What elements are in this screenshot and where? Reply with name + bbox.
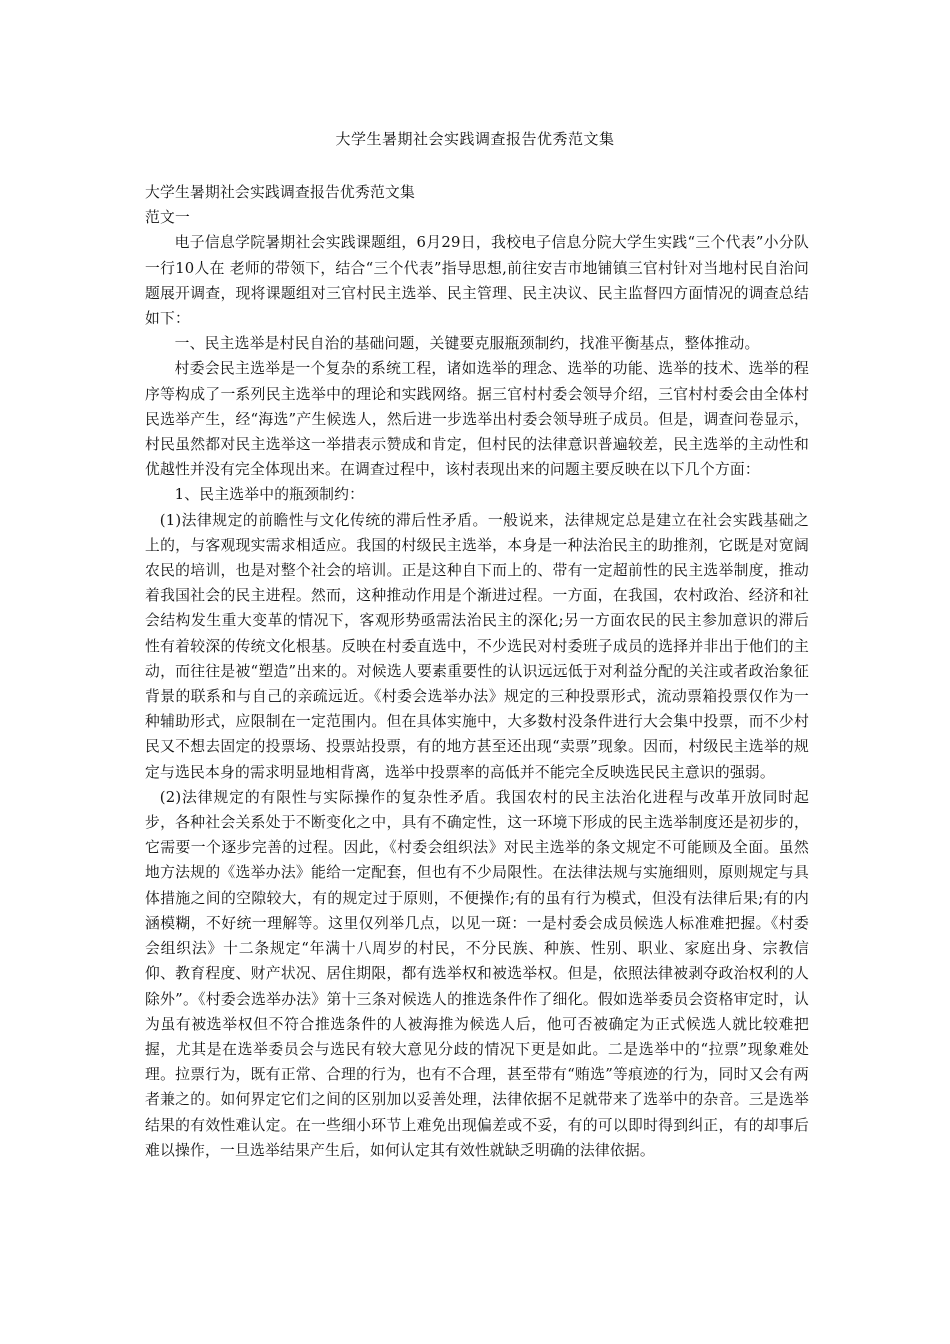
paragraph-subheading-1: 1、民主选举中的瓶颈制约： bbox=[174, 486, 365, 504]
document-title: 大学生暑期社会实践调查报告优秀范文集 bbox=[335, 130, 615, 148]
paragraph-election-overview: 村委会民主选举是一个复杂的系统工程，诸如选举的理念、选举的功能、选举的技术、选举的程序等构成了一系列民主选举中的理论和实践网络。据三官村村委会领导介绍，三官村村委会由全体村民选举产生，经“海选”产生候选人，然后进一步选举出村委会领导班子成员。但是，调查问卷显示，村民虽然都对民主选举这一举措表示赞成和肯定，但村民的法律意识普遍较差，民主选举的主动性和优越性并没有完全体现出来。在调查过程中，该村表现出来的问题主要反映在以下几个方面： bbox=[145, 360, 809, 479]
document-subtitle: 大学生暑期社会实践调查报告优秀范文集 bbox=[145, 184, 415, 201]
paragraph-point-2: (2)法律规定的有限性与实际操作的复杂性矛盾。我国农村的民主法治化进程与改革开放同时起步，各种社会关系处于不断变化之中，具有不确定性，这一环境下形成的民主选举制度还是初步的，它需要一个逐步完善的过程。因此，《村委会组织法》对民主选举的条文规定不可能顾及全面。虽然地方法规的《选举办法》能给一定配套，但也有不少局限性。在法律法规与实施细则，原则规定与具体措施之间的空隙较大，有的规定过于原则，不便操作;有的虽有行为模式，但没有法律后果;有的内涵模糊，不好统一理解等。这里仅列举几点，以见一斑：一是村委会成员候选人标准难把握。《村委会组织法》十二条规定“年满十八周岁的村民，不分民族、种族、性别、职业、家庭出身、宗教信仰、教育程度、财产状况、居住期限，都有选举权和被选举权。但是，依照法律被剥夺政治权利的人除外”。《村委会选举办法》第十三条对候选人的推选条件作了细化。假如选举委员会资格审定时，认为虽有被选举权但不符合推选条件的人被海推为候选人后，他可否被确定为正式候选人就比较难把握，尤其是在选举委员会与选民有较大意见分歧的情况下更是如此。二是选举中的“拉票”现象难处理。拉票行为，既有正常、合理的行为，也有不合理，甚至带有“贿选”等痕迹的行为，同时又会有两者兼之的。如何界定它们之间的区别加以妥善处理，法律依据不足就带来了选举中的杂音。三是选举结果的有效性难认定。在一些细小环节上难免出现偏差或不妥，有的可以即时得到纠正，有的却事后难以操作，一旦选举结果产生后，如何认定其有效性就缺乏明确的法律依据。 bbox=[145, 788, 809, 1159]
section-label: 范文一 bbox=[145, 209, 190, 227]
paragraph-intro: 电子信息学院暑期社会实践课题组，6月29日，我校电子信息分院大学生实践“三个代表”小分队一行10人在 老师的带领下，结合“三个代表”指导思想,前往安吉市地铺镇三官村针对当地村民自治问题展开调查，现将课题组对三官村民主选举、民主管理、民主决议、民主监督四方面情况的调查总结如下： bbox=[145, 234, 809, 328]
paragraph-heading-1: 一、民主选举是村民自治的基础问题，关键要克服瓶颈制约，找准平衡基点，整体推动。 bbox=[174, 335, 760, 353]
paragraph-point-1: (1)法律规定的前瞻性与文化传统的滞后性矛盾。一般说来，法律规定总是建立在社会实践基础之上的，与客观现实需求相适应。我国的村级民主选举，本身是一种法治民主的助推剂，它既是对宽阔农民的培训，也是对整个社会的培训。正是这种自下而上的、带有一定超前性的民主选举制度，推动着我国社会的民主进程。然而，这种推动作用是个渐进过程。一方面，在我国，农村政治、经济和社会结构发生重大变革的情况下，客观形势亟需法治民主的深化;另一方面农民的民主参加意识的滞后性有着较深的传统文化根基。反映在村委直选中，不少选民对村委班子成员的选择并非出于他们的主动，而往往是被“塑造”出来的。对候选人要素重要性的认识远远低于对利益分配的关注或者政治象征背景的联系和与自己的亲疏远近。《村委会选举办法》规定的三种投票形式，流动票箱投票仅作为一种辅助形式，应限制在一定范围内。但在具体实施中，大多数村没条件进行大会集中投票，而不少村民又不想去固定的投票场、投票站投票，有的地方甚至还出现“卖票”现象。因而，村级民主选举的规定与选民本身的需求明显地相背离，选举中投票率的高低并不能完全反映选民民主意识的强弱。 bbox=[145, 511, 809, 781]
document-body bbox=[145, 180, 809, 1163]
